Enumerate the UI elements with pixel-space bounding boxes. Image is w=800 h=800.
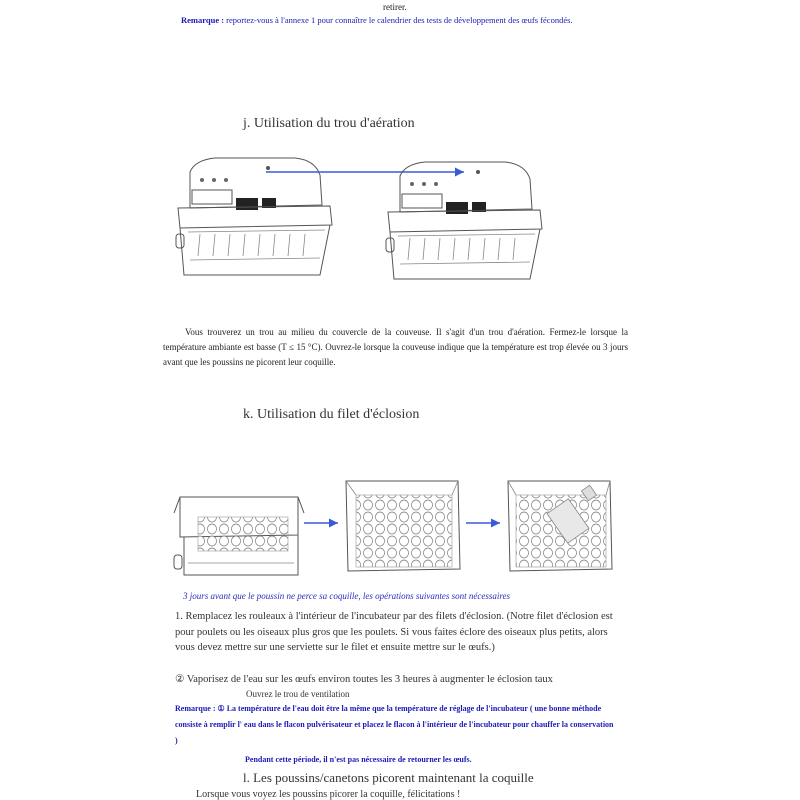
section-k-remark-label: Remarque :: [175, 704, 218, 713]
section-k-caption: 3 jours avant que le poussin ne perce sa coquille, les opérations suivantes sont nécessaires: [183, 591, 511, 601]
tray-image-2: [346, 481, 460, 571]
section-j-paragraph: Vous trouverez un trou au milieu du couvercle de la couveuse. Il s'agit d'un trou d'aération. Fermez-le lorsque la température ambiante est basse (T ≤ 15 °C). Ouvrez-le lorsque la couveuse indique que la température est trop élevée ou 3 jours avant que les poussins ne picorent leur coquille.: [163, 327, 628, 367]
top-text: retirer.: [383, 2, 407, 12]
section-k-note: Pendant cette période, il n'est pas nécessaire de retourner les œufs.: [245, 755, 472, 764]
tray-image-3: [508, 481, 612, 571]
remark-top: [181, 15, 573, 25]
remark-top-label: Remarque :: [181, 15, 225, 25]
section-k-item1: 1. Remplacez les rouleaux à l'intérieur de l'incubateur par des filets d'éclosion. (Notre filet d'éclosion est pour poulets ou les oiseaux plus gros que les poulets. Si vous faites éclore des oiseaux plus petits, alors vous devez mettre sur une serviette sur le filet et ensuite mettre sur le œufs.): [175, 611, 613, 653]
section-k-remark: [175, 701, 615, 749]
incubator-image-right: [386, 162, 542, 279]
tray-image-1: [174, 497, 304, 575]
incubator-image-left: [176, 158, 332, 275]
figure-ventilation-hole: [170, 150, 550, 290]
section-l-title: l. Les poussins/canetons picorent maintenant la coquille: [243, 770, 534, 785]
section-j-title: j. Utilisation du trou d'aération: [243, 116, 415, 131]
section-k-item2-cont: Ouvrez le trou de ventilation: [246, 689, 350, 699]
section-l-text: Lorsque vous voyez les poussins picorer la coquille, félicitations !: [196, 789, 461, 800]
section-k-title: k. Utilisation du filet d'éclosion: [243, 407, 420, 422]
section-k-item2: ② Vaporisez de l'eau sur les œufs environ toutes les 3 heures à augmenter le éclosion taux: [175, 674, 553, 685]
section-k-remark-text: ① La température de l'eau doit être la même que la température de réglage de l'incubateur ( une bonne méthode consiste à remplir l' eau dans le flacon pulvérisateur et placez le flacon à l'intérieur de l'incubateur pour chauffer la conservation ): [175, 704, 614, 745]
figure-hatching-net: [170, 475, 640, 590]
remark-top-text: reportez-vous à l'annexe 1 pour connaître le calendrier des tests de développement des œufs fécondés.: [224, 15, 573, 25]
